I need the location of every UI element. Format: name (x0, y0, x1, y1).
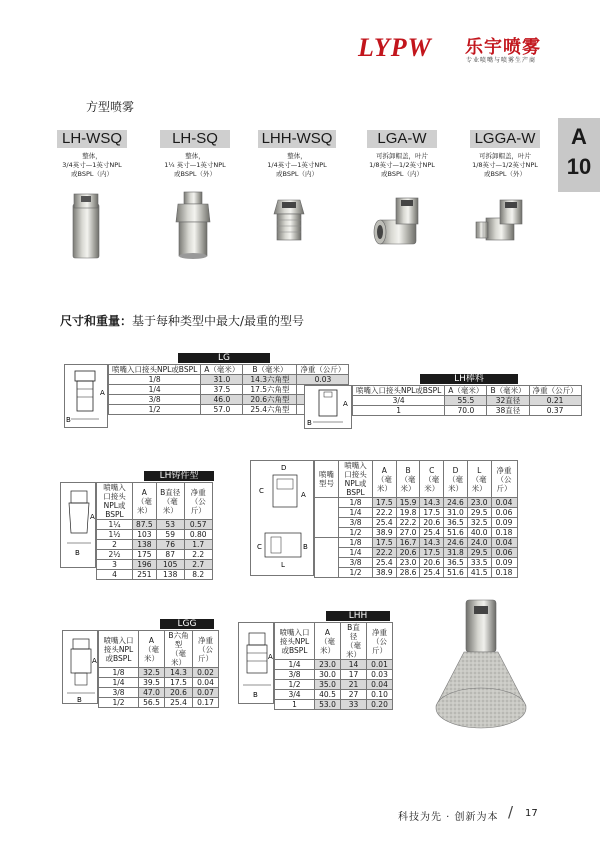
col-header: 净重（公斤） (529, 386, 581, 396)
dim-label-b: B (77, 696, 82, 704)
lhh-wsq-nozzle-image (274, 200, 304, 240)
cell: 20.6六角型 (243, 395, 297, 405)
cell: 3/4 (353, 396, 445, 406)
col-header: 喷嘴入口接头NPL或BSPL (99, 631, 139, 668)
cell: 25.4 (420, 528, 444, 538)
col-header: 净重（公斤） (193, 631, 219, 668)
table-row (315, 558, 518, 568)
dim-label-d: D (281, 464, 287, 472)
lh-cast-diagram (60, 482, 96, 568)
cell: 39.5 (139, 678, 165, 688)
table-row (353, 396, 582, 406)
col-header: 喷嘴入口接头NPL或BSPL (353, 386, 445, 396)
dimensions-subheading (60, 312, 304, 329)
cell: 24.6 (444, 498, 468, 508)
cell: 17.5 (165, 678, 193, 688)
table-title-lh-bar: LH棒料 (420, 374, 518, 384)
desc-line: 1¼ 英寸—1英寸NPL (164, 161, 226, 169)
cell: 25.4 (373, 558, 397, 568)
cell: 17.5 (420, 548, 444, 558)
cell: 27 (341, 690, 367, 700)
cell: 14 (341, 660, 367, 670)
cell: 53 (156, 520, 184, 530)
table-row (97, 520, 213, 530)
lh-wsq-nozzle-image (73, 194, 99, 258)
lh-sq-nozzle-image (176, 192, 210, 259)
table-row (97, 550, 213, 560)
table-lgg (98, 630, 219, 708)
desc-line: 3/4英寸—1英寸NPL (62, 161, 122, 169)
cell: 0.04 (193, 678, 219, 688)
col-header: A（毫米） (201, 365, 243, 375)
cell: 14.3 (420, 498, 444, 508)
cell: 25.4六角型 (243, 405, 297, 415)
cell: 40.0 (467, 528, 491, 538)
brand-tagline: 专业喷嘴与喷雾生产商 (466, 57, 537, 64)
product-photos (60, 190, 560, 270)
cell: 2 (97, 540, 133, 550)
cell: 31.0 (444, 508, 468, 518)
cell: 103 (133, 530, 157, 540)
cell: 25.4 (165, 698, 193, 708)
table-row (315, 548, 518, 558)
product-desc (367, 152, 437, 179)
cell: 1/4 (109, 385, 201, 395)
cell: 3/8 (109, 395, 201, 405)
cell: 0.04 (367, 680, 393, 690)
cell: 38直径 (487, 406, 529, 416)
cell: 25.4 (373, 518, 397, 528)
chapter-tab (558, 118, 600, 192)
cell: 20.6 (396, 548, 420, 558)
cell: 0.04 (491, 538, 517, 548)
table-row (99, 678, 219, 688)
cell: 0.20 (367, 700, 393, 710)
col-header: 净重（公斤） (491, 461, 517, 498)
cell: 0.06 (491, 508, 517, 518)
col-header: A（毫米） (315, 623, 341, 660)
cell: 57.0 (201, 405, 243, 415)
col-header: B（毫米） (243, 365, 297, 375)
col-header: 喷嘴入口接头NPL或BSPL (339, 461, 373, 498)
cell: 23.0 (315, 660, 341, 670)
cell: 0.01 (367, 660, 393, 670)
cell: 30.0 (315, 670, 341, 680)
cell: 3/8 (99, 688, 139, 698)
cell: 14.3 (165, 668, 193, 678)
product-card-lh-sq (160, 130, 230, 179)
cell: 0.37 (529, 406, 581, 416)
cell: 23.0 (396, 558, 420, 568)
desc-line: 或BSPL（内） (70, 170, 113, 178)
cell: 22.2 (396, 518, 420, 528)
product-name: LHH-WSQ (258, 130, 336, 148)
cell: 24.6 (444, 538, 468, 548)
cell: 0.17 (193, 698, 219, 708)
cell: 0.21 (529, 396, 581, 406)
large-cast-nozzle-image (430, 596, 530, 736)
cell: 1/2 (339, 568, 373, 578)
cell: 29.5 (467, 508, 491, 518)
col-header: B（毫米） (487, 386, 529, 396)
product-card-lhh-wsq (258, 130, 336, 179)
cell: 0.04 (491, 498, 517, 508)
table-row (99, 698, 219, 708)
col-header: B六角型（毫米） (165, 631, 193, 668)
cell: 47.0 (139, 688, 165, 698)
product-desc (470, 152, 540, 179)
desc-line: 整体， (185, 152, 205, 160)
table-row (315, 528, 518, 538)
cell: 1¼ (97, 520, 133, 530)
cell: 21 (341, 680, 367, 690)
cell: 38.9 (373, 528, 397, 538)
cell: 1/4 (275, 660, 315, 670)
lgga-w-nozzle-image (476, 200, 522, 240)
table-row (315, 518, 518, 528)
table-lga (314, 460, 518, 578)
cell: 3/8 (275, 670, 315, 680)
dim-label-a: A (268, 653, 273, 661)
col-header: C（毫米） (420, 461, 444, 498)
table-lhh (274, 622, 393, 710)
cell: 1/4 (339, 508, 373, 518)
cell: 35.0 (315, 680, 341, 690)
cell: 23.0 (467, 498, 491, 508)
cell: 51.6 (444, 528, 468, 538)
cell: 2.7 (184, 560, 212, 570)
table-row (97, 560, 213, 570)
cell: 87.5 (133, 520, 157, 530)
cell: 22.2 (373, 548, 397, 558)
dim-label-a: A (90, 513, 95, 521)
chapter-number: 10 (566, 154, 592, 179)
dim-label-l: L (281, 561, 285, 569)
cell: 53.0 (315, 700, 341, 710)
desc-line: 或BSPL（外） (173, 170, 216, 178)
desc-line: 或BSPL（内） (275, 170, 318, 178)
cell: 175 (133, 550, 157, 560)
desc-line: 整体， (287, 152, 307, 160)
cell: 1/8 (109, 375, 201, 385)
dim-label-a: A (92, 657, 97, 665)
cell: 16.7 (396, 538, 420, 548)
desc-line: 1/4英寸—1英寸NPL (267, 161, 327, 169)
page-number: 17 (525, 808, 538, 819)
table-row (97, 530, 213, 540)
cell: 70.0 (445, 406, 487, 416)
cell: 29.5 (467, 548, 491, 558)
cell: 105 (156, 560, 184, 570)
cell: 1/2 (99, 698, 139, 708)
cell: 8.2 (184, 570, 212, 580)
table-title-lg: LG (178, 353, 270, 363)
table-row (99, 688, 219, 698)
col-header: 喷嘴入口接头NPL或BSPL (97, 483, 133, 520)
dim-label-b: B (307, 419, 312, 427)
table-row (275, 680, 393, 690)
cell: 19.8 (396, 508, 420, 518)
subheading-rest: 基于每种类型中最大/最重的型号 (132, 314, 305, 328)
cell: 20.6 (420, 518, 444, 528)
col-header: A（毫米） (373, 461, 397, 498)
dim-label-a: A (301, 491, 306, 499)
col-header: 净重（公斤） (367, 623, 393, 660)
cell: 196 (133, 560, 157, 570)
cell: 31.0 (201, 375, 243, 385)
desc-line: 1/8英寸—1/2英寸NPL (472, 161, 538, 169)
table-lh-cast (96, 482, 213, 580)
cell: 0.80 (184, 530, 212, 540)
cell: 0.18 (491, 568, 517, 578)
cell: 1/4 (339, 548, 373, 558)
table-row (275, 700, 393, 710)
cell: 37.5 (201, 385, 243, 395)
lh-bar-diagram (304, 385, 352, 429)
col-header: 喷嘴入口接头NPL或BSPL (109, 365, 201, 375)
cell: 4 (97, 570, 133, 580)
cell: 17 (341, 670, 367, 680)
product-desc (160, 152, 230, 179)
col-header: 喷嘴型号 (315, 461, 339, 498)
col-header: A（毫米） (445, 386, 487, 396)
table-row (353, 406, 582, 416)
cell: 33 (341, 700, 367, 710)
cell: 0.03 (297, 375, 349, 385)
product-card-lga-w (367, 130, 437, 179)
col-header: 净重（公斤） (184, 483, 212, 520)
cell: 32.5 (139, 668, 165, 678)
cell: 1.7 (184, 540, 212, 550)
cell: 27.0 (396, 528, 420, 538)
lhh-diagram (238, 622, 274, 704)
cell: 25.4 (420, 568, 444, 578)
cell: 76 (156, 540, 184, 550)
model-cell (315, 498, 339, 538)
table-row (97, 540, 213, 550)
cell: 17.5 (373, 498, 397, 508)
cell: 41.5 (467, 568, 491, 578)
dim-label-a: A (100, 389, 105, 397)
table-row (275, 690, 393, 700)
cell: 32直径 (487, 396, 529, 406)
desc-line: 或BSPL（内） (380, 170, 423, 178)
col-header: B（毫米） (396, 461, 420, 498)
col-header: B直径（毫米） (341, 623, 367, 660)
cell: 59 (156, 530, 184, 540)
cell: 15.9 (396, 498, 420, 508)
product-name: LGGA-W (470, 130, 540, 148)
cell: 1/2 (109, 405, 201, 415)
col-header: 喷嘴入口接头NPL或BSPL (275, 623, 315, 660)
cell: 33.5 (467, 558, 491, 568)
cell: 0.06 (491, 548, 517, 558)
cell: 40.5 (315, 690, 341, 700)
cell: 14.3 (420, 538, 444, 548)
cell: 138 (156, 570, 184, 580)
cell: 28.6 (396, 568, 420, 578)
cell: 138 (133, 540, 157, 550)
cell: 32.5 (467, 518, 491, 528)
lga-diagram (250, 460, 314, 576)
cell: 1½ (97, 530, 133, 540)
footer-separator: / (508, 803, 514, 821)
cell: 1/8 (339, 538, 373, 548)
cell: 22.2 (373, 508, 397, 518)
cell: 0.18 (491, 528, 517, 538)
cell: 1/4 (99, 678, 139, 688)
col-header: A（毫米） (139, 631, 165, 668)
dim-label-b: B (253, 691, 258, 699)
cell: 87 (156, 550, 184, 560)
cell: 1 (353, 406, 445, 416)
dim-label-a: A (343, 400, 348, 408)
cell: 0.09 (491, 518, 517, 528)
cell: 0.09 (491, 558, 517, 568)
table-row (109, 375, 349, 385)
table-row (315, 568, 518, 578)
cell: 1/8 (99, 668, 139, 678)
chapter-letter: A (571, 124, 587, 149)
table-row (315, 498, 518, 508)
cell: 1 (275, 700, 315, 710)
cell: 20.6 (420, 558, 444, 568)
cell: 31.8 (444, 548, 468, 558)
cell: 36.5 (444, 558, 468, 568)
dim-label-b: B (303, 543, 308, 551)
table-row (99, 668, 219, 678)
cell: 3/8 (339, 558, 373, 568)
dim-label-b: B (75, 549, 80, 557)
cell: 3/8 (339, 518, 373, 528)
col-header: A（毫米） (133, 483, 157, 520)
product-card-lh-wsq (57, 130, 127, 179)
cell: 1/2 (275, 680, 315, 690)
cell: 251 (133, 570, 157, 580)
product-name: LH-WSQ (57, 130, 127, 148)
cell: 24.0 (467, 538, 491, 548)
model-cell (315, 538, 339, 578)
lga-w-nozzle-image (374, 198, 418, 244)
cell: 51.6 (444, 568, 468, 578)
section-title: 方型喷雾 (86, 100, 135, 114)
cell: 3/4 (275, 690, 315, 700)
cell: 1/8 (339, 498, 373, 508)
dim-label-c: C (257, 543, 262, 551)
cell: 55.5 (445, 396, 487, 406)
table-row (315, 508, 518, 518)
product-desc (258, 152, 336, 179)
brand-logo-latin: LYPW (358, 33, 432, 62)
col-header: L（毫米） (467, 461, 491, 498)
cell: 56.5 (139, 698, 165, 708)
table-lh-bar (352, 385, 582, 416)
cell: 17.5 (420, 508, 444, 518)
table-title-lh-cast: LH铸件型 (144, 471, 214, 481)
footer-slogan: 科技为先 · 创新为本 (398, 812, 499, 823)
brand-logo-chinese: 乐宇喷雾 (465, 37, 541, 58)
lg-diagram (64, 364, 108, 428)
product-card-lgga-w (470, 130, 540, 179)
cell: 1/2 (339, 528, 373, 538)
product-desc (57, 152, 127, 179)
desc-line: 可拆卸帽盖，叶片 (479, 152, 531, 160)
table-row (315, 538, 518, 548)
cell: 17.5 (373, 538, 397, 548)
product-name: LGA-W (367, 130, 437, 148)
cell: 0.57 (184, 520, 212, 530)
table-title-lhh: LHH (326, 611, 390, 621)
col-header: 净重（公斤） (297, 365, 349, 375)
cell: 14.3六角型 (243, 375, 297, 385)
lgg-diagram (62, 630, 98, 704)
desc-line: 或BSPL（外） (483, 170, 526, 178)
cell: 0.10 (367, 690, 393, 700)
subheading-bold: 尺寸和重量： (60, 314, 133, 328)
col-header: B直径（毫米） (156, 483, 184, 520)
product-name: LH-SQ (160, 130, 230, 148)
dim-label-b: B (66, 416, 71, 424)
desc-line: 整体， (82, 152, 102, 160)
cell: 3 (97, 560, 133, 570)
dim-label-c: C (259, 487, 264, 495)
cell: 36.5 (444, 518, 468, 528)
cell: 2½ (97, 550, 133, 560)
cell: 17.5六角型 (243, 385, 297, 395)
table-row (97, 570, 213, 580)
cell: 0.07 (193, 688, 219, 698)
cell: 2.2 (184, 550, 212, 560)
table-row (275, 670, 393, 680)
cell: 0.02 (193, 668, 219, 678)
cell: 46.0 (201, 395, 243, 405)
cell: 20.6 (165, 688, 193, 698)
cell: 0.03 (367, 670, 393, 680)
col-header: D（毫米） (444, 461, 468, 498)
cell: 38.9 (373, 568, 397, 578)
table-title-lgg: LGG (160, 619, 214, 629)
desc-line: 1/8英寸—1/2英寸NPL (369, 161, 435, 169)
desc-line: 可拆卸帽盖，叶片 (376, 152, 428, 160)
table-row (275, 660, 393, 670)
